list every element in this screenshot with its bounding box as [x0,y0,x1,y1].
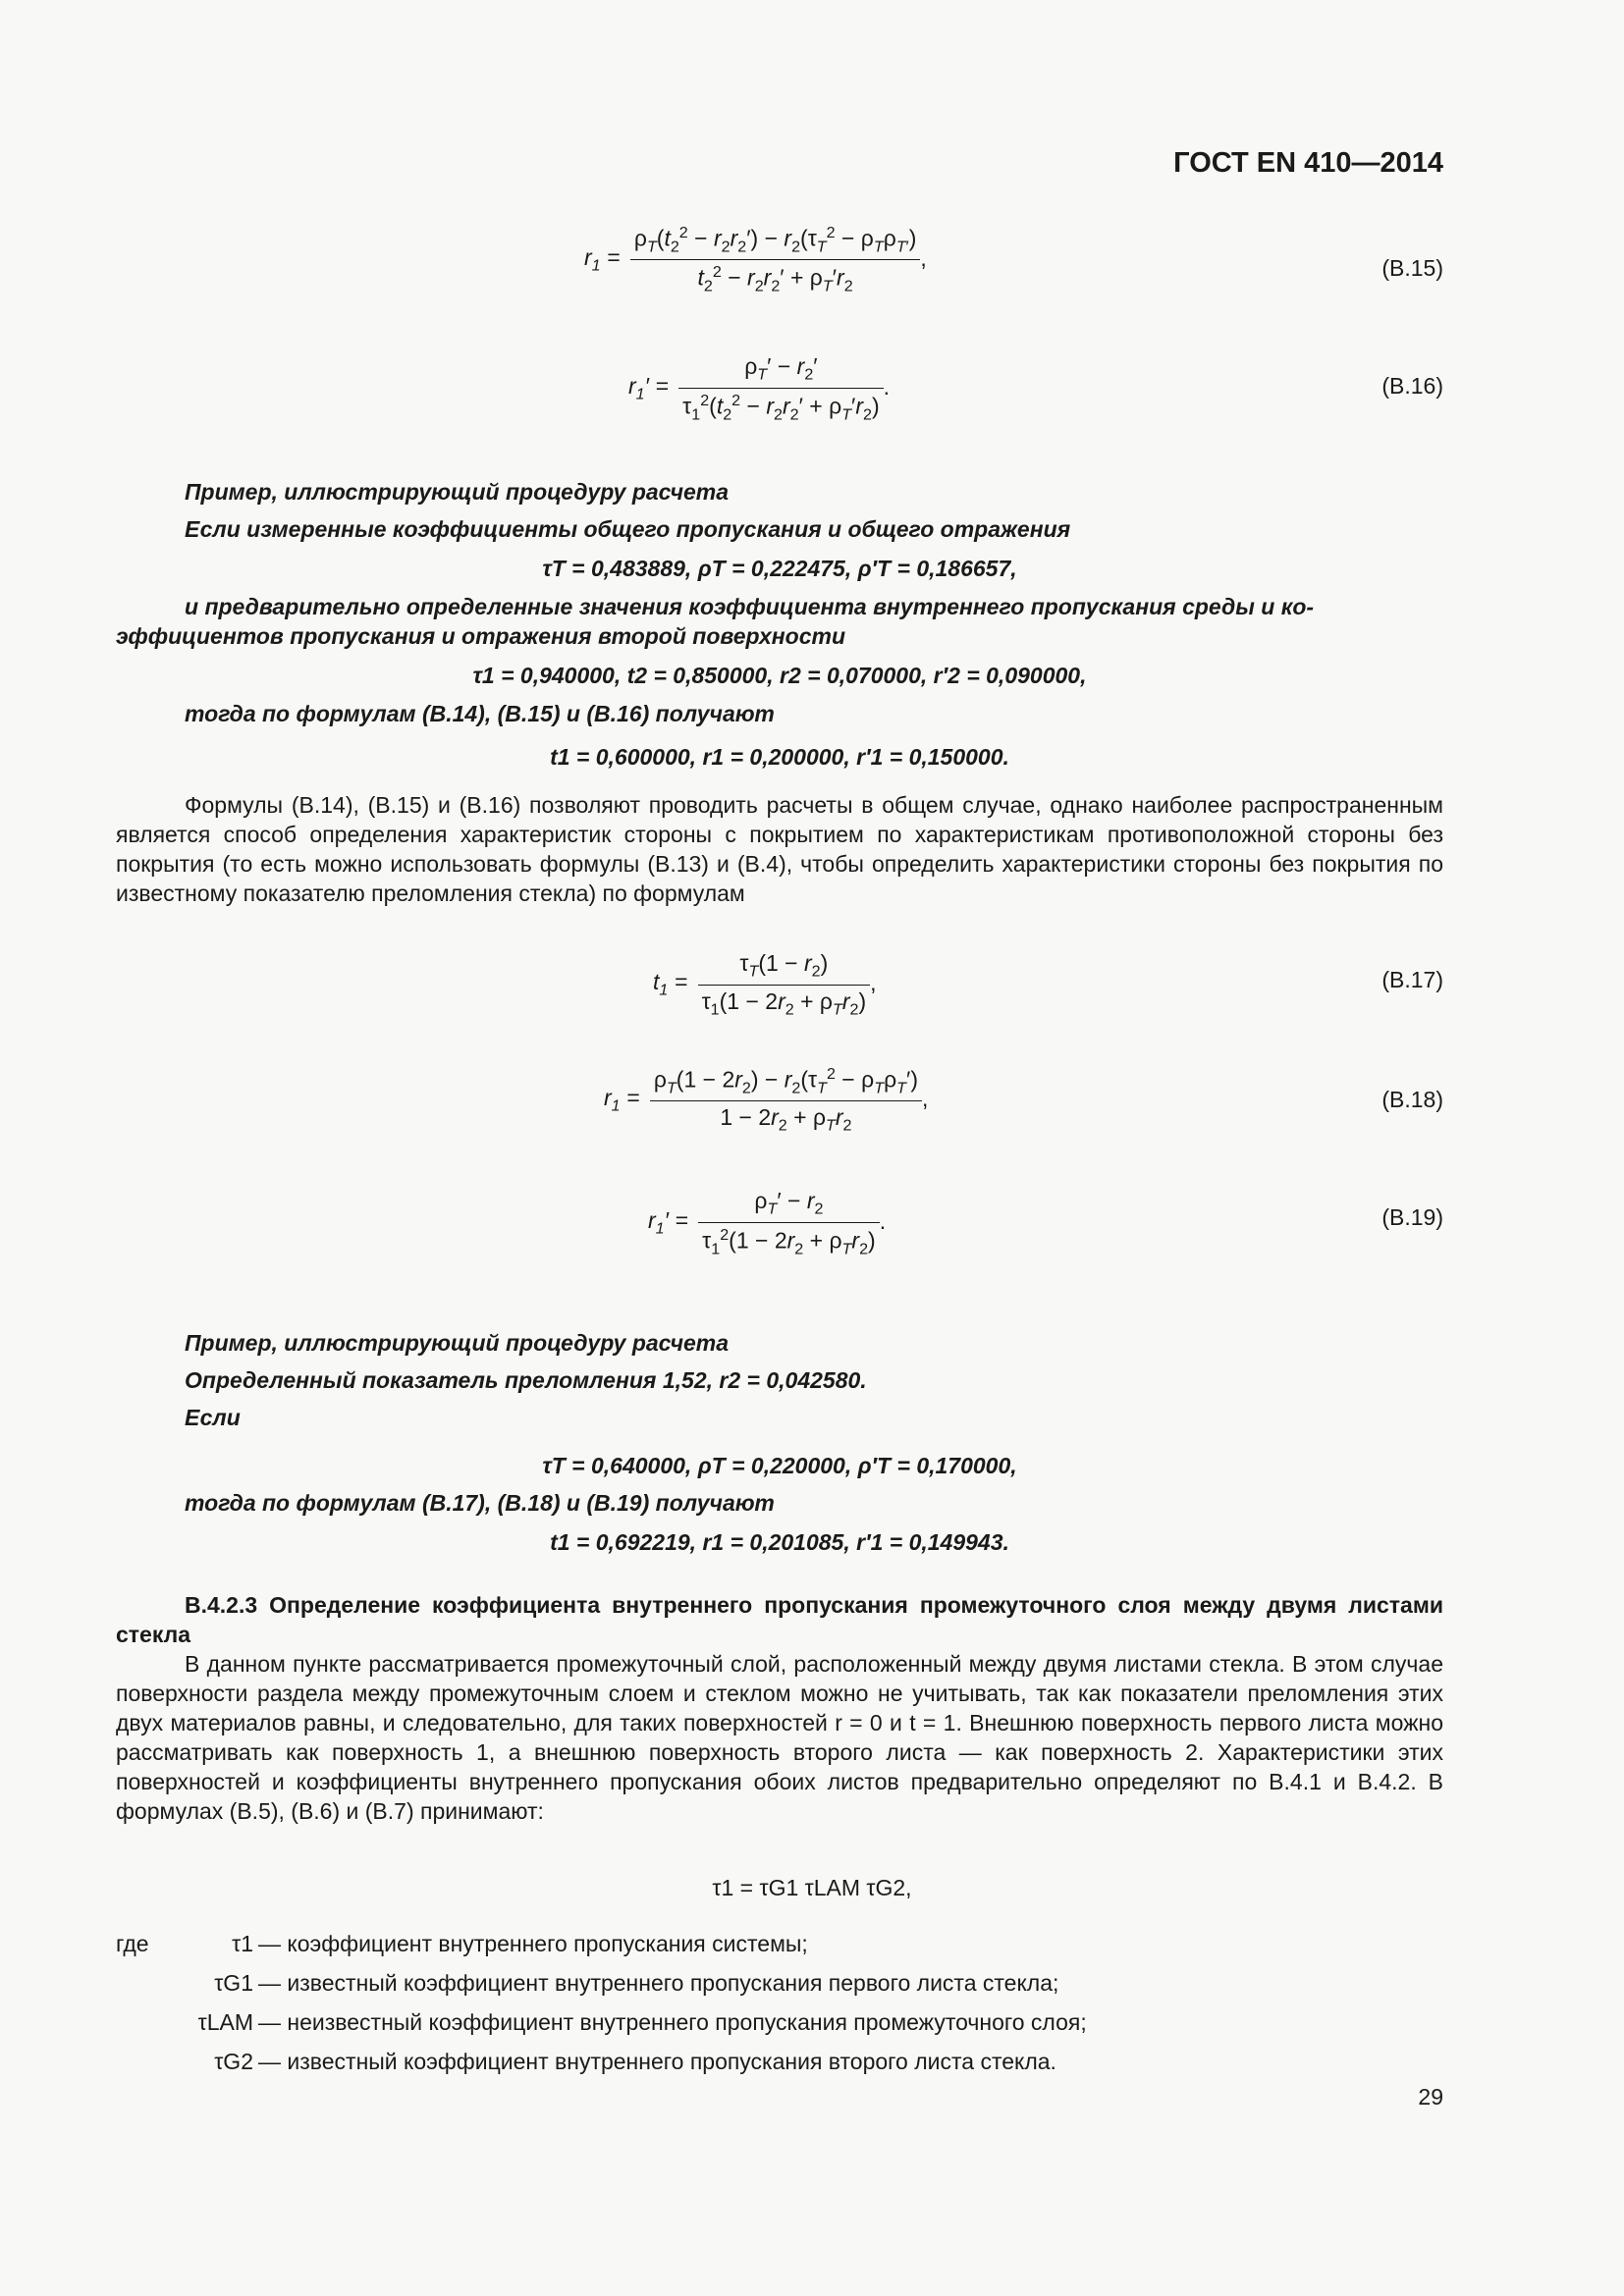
definition-row [116,1924,1196,1963]
example2-line2: Если [185,1405,241,1430]
section-heading: B.4.2.3 Определение коэффициента внутреннего пропускания промежуточного слоя между двумя листами стекла [116,1592,1443,1647]
example2-line1: Определенный показатель преломления 1,52, r2 = 0,042580. [185,1367,867,1393]
formula-b18: $r_1$ = $\frac{\rho_T(1 - 2r_2) - r_2(\tau_T^2 - \rho_T\rho_T')}{1 - 2r_2 + \rho_Tr_2}$ , [604,1065,929,1135]
example1-values1: τT = 0,483889, ρT = 0,222475, ρ′T = 0,186657, [542,556,1017,581]
definition-symbol: τ1 [232,1931,253,1956]
section-body: В данном пункте рассматривается промежуточный слой, расположенный между двумя листами стекла. В этом случае поверхности раздела между промежуточным слоем и стеклом можно не учитывать, так как показатели преломления этих двух материалов равны, и следовательно, для таких поверхностей r = 0 и t = 1. Внешнюю поверхность первого листа можно рассматривать как поверхность 1, а внешнюю поверхность второго листа — как поверхность 2. Характеристики этих поверхностей и коэффициенты внутреннего пропускания обоих листов предварительно определяют по B.4.1 и B.4.2. В формулах (B.5), (B.6) и (B.7) принимают: [116,1651,1443,1824]
section-formula [0,1875,1624,1901]
paragraph-formulas: Формулы (B.14), (B.15) и (B.16) позволяют проводить расчеты в общем случае, однако наиболее распространенным является способ определения характеристик стороны с покрытием по характеристикам противоположной стороны без покрытия (то есть можно использовать формулы (B.13) и (B.4), чтобы определить характеристики стороны без покрытия по известному показателю преломления стекла) по формулам [116,792,1443,906]
equation-label-b15: (B.15) [1381,255,1443,281]
formula-b16: $r_1'$ = $\frac{\rho_T' - r_2'}{\tau_1^2(t_2^2 - r_2r_2' + \rho_T'r_2)}$ . [628,353,891,423]
equation-label-b19: (B.19) [1381,1204,1443,1230]
definitions-where: где [116,1931,149,1956]
formula-b19: $r_1'$ = $\frac{\rho_T' - r_2}{\tau_1^2(1 - 2r_2 + \rho_Tr_2)}$ . [648,1188,887,1257]
example1-title: Пример, иллюстрирующий процедуру расчета [185,479,730,505]
example1-line2: и предварительно определенные значения коэффициента внутреннего пропускания среды и ко- [185,594,1315,619]
example1-line3: эффициентов пропускания и отражения второй поверхности [116,623,846,649]
definition-row [116,2042,1196,2081]
definition-symbol: τLAM [197,2009,253,2035]
definitions-list [116,1924,1196,2081]
document-code: ГОСТ EN 410—2014 [1173,147,1443,179]
equation-label-b18: (B.18) [1381,1087,1443,1112]
definition-symbol: τG2 [214,2049,253,2074]
definition-row [116,2002,1196,2042]
page-number: 29 [1418,2084,1443,2109]
example1-result: t1 = 0,600000, r1 = 0,200000, r′1 = 0,150000. [550,744,1009,770]
example2-title: Пример, иллюстрирующий процедуру расчета [185,1330,730,1356]
definition-text: — известный коэффициент внутреннего пропускания второго листа стекла. [258,2049,1056,2074]
definition-symbol: τG1 [214,1970,253,1996]
example1-values2: τ1 = 0,940000, t2 = 0,850000, r2 = 0,070000, r′2 = 0,090000, [472,663,1087,688]
example1-line1: Если измеренные коэффициенты общего пропускания и общего отражения [185,516,1071,542]
example2-values: τT = 0,640000, ρT = 0,220000, ρ′T = 0,170000, [542,1453,1017,1478]
equation-label-b16: (B.16) [1381,373,1443,399]
section-formula-text: τ1 = τG1 τLAM τG2, [712,1875,912,1900]
example2-result: t1 = 0,692219, r1 = 0,201085, r′1 = 0,149943. [550,1529,1009,1555]
definition-text: — известный коэффициент внутреннего пропускания первого листа стекла; [258,1970,1059,1996]
definition-text: — неизвестный коэффициент внутреннего пропускания промежуточного слоя; [258,2009,1087,2035]
formula-b15: $r_1$ = $\frac{\rho_T(t_2^2 - r_2r_2') - r_2(\tau_T^2 - \rho_T\rho_{T'})}{t_2^2 - r_2r_2' + \rho_T'r_2}$ , [584,224,927,295]
example1-line4: тогда по формулам (B.14), (B.15) и (B.16) получают [185,701,775,726]
formula-b17: $t_1$ = $\frac{\tau_T(1 - r_2)}{\tau_1(1 - 2r_2 + \rho_Tr_2)}$ , [653,950,877,1019]
definition-text: — коэффициент внутреннего пропускания системы; [258,1931,808,1956]
example2-line3: тогда по формулам (B.17), (B.18) и (B.19) получают [185,1490,775,1516]
definition-row [116,1963,1196,2002]
equation-label-b17: (B.17) [1381,967,1443,992]
